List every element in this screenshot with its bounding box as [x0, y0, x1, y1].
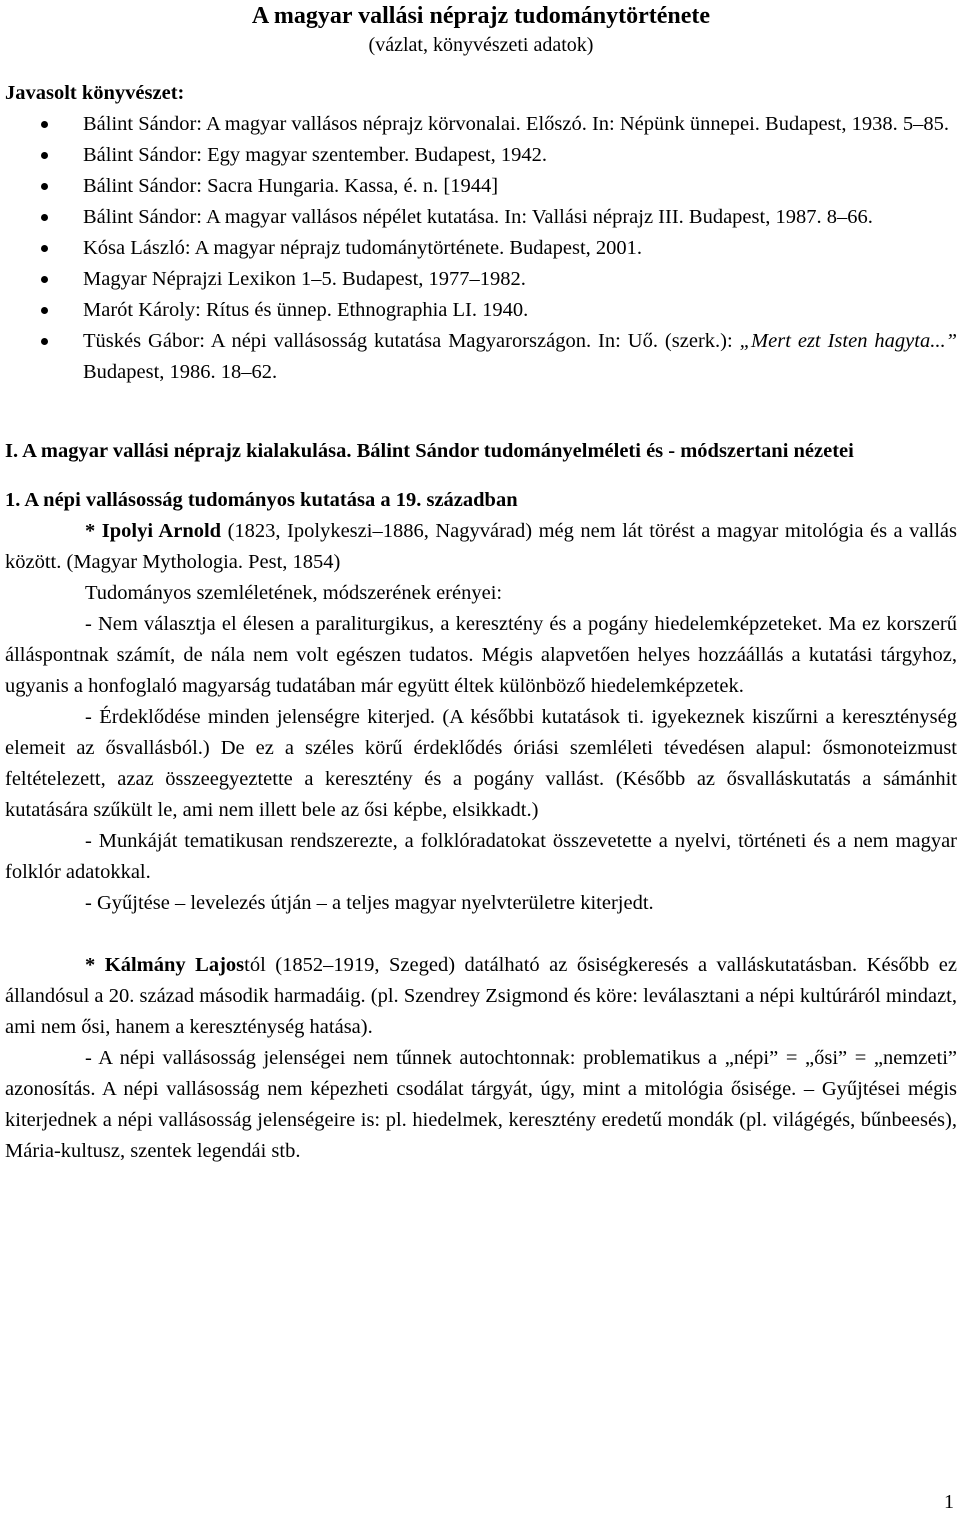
- star-marker: *: [85, 520, 102, 542]
- citation-text: Budapest, 1986. 18–62.: [83, 361, 278, 383]
- citation-title: „Mert ezt Isten hagyta...”: [739, 330, 957, 352]
- paragraph-text: (1823, Ipolykeszi–1886, Nagyvárad) még nem lát törést a magyar mitológia és a vallás között. (Magyar Mythologia. Pest, 1854): [5, 520, 957, 573]
- list-item: Kósa László: A magyar néprajz tudománytörténete. Budapest, 2001.: [5, 233, 957, 264]
- star-marker: *: [85, 954, 105, 976]
- page-title: A magyar vallási néprajz tudománytörténete: [251, 3, 711, 29]
- list-item: Bálint Sándor: Sacra Hungaria. Kassa, é. n. [1944]: [5, 171, 957, 202]
- citation-text: Tüskés Gábor: A népi vallásosság kutatása Magyarországon. In: Uő. (szerk.):: [83, 330, 740, 352]
- page-subtitle: (vázlat, könyvészeti adatok): [368, 34, 594, 56]
- bibliography-heading: Javasolt könyvészet:: [5, 82, 185, 104]
- page-number: 1: [944, 1491, 954, 1513]
- ipolyi-point-4: - Gyűjtése – levelezés útján – a teljes magyar nyelvterületre kiterjedt.: [85, 892, 654, 914]
- list-item: Magyar Néprajzi Lexikon 1–5. Budapest, 1977–1982.: [5, 264, 957, 295]
- name-suffix: tól: [244, 954, 266, 976]
- ipolyi-point-3: - Munkáját tematikusan rendszerezte, a folklóradatokat összevetette a nyelvi, történeti és a nem magyar folklór adatokkal.: [5, 830, 957, 883]
- subsection-heading: 1. A népi vallásosság tudományos kutatása a 19. században: [5, 489, 518, 511]
- person-name: Kálmány Lajos: [104, 954, 245, 976]
- list-item: Bálint Sándor: A magyar vallásos néprajz körvonalai. Előszó. In: Népünk ünnepei. Budapest, 1938. 5–85.: [5, 109, 957, 140]
- section-heading: I. A magyar vallási néprajz kialakulása. Bálint Sándor tudományelméleti és - módszertani nézetei: [5, 440, 854, 462]
- list-item: Bálint Sándor: Egy magyar szentember. Budapest, 1942.: [5, 140, 957, 171]
- ipolyi-point-2: - Érdeklődése minden jelenségre kiterjed. (A későbbi kutatások ti. igyekeznek kiszűrni a kereszténység elemeit az ősvallásból.) De ez a széles körű érdeklődés óriási szemléleti tévedésen alapul: ősmonoteizmust feltételezett, azaz összeegyeztette a keresztény és a pogány vallást. (Később az ősvalláskutatás a sámánhit kutatására szűkült le, ami nem illett bele az ősi képbe, elsikkadt.): [5, 706, 957, 821]
- virtues-heading: Tudományos szemléletének, módszerének erényei:: [85, 582, 503, 604]
- bibliography-list: [5, 109, 957, 388]
- paragraph-text: (1852–1919, Szeged) datálható az ősiségkeresés a valláskutatásban. Később ez állandósul a 20. század második harmadáig. (pl. Szendrey Zsigmond és köre: leválasztani a népi kultúráról mindazt, ami nem ősi, hanem a kereszténység hatása).: [5, 954, 958, 1038]
- kalmany-paragraph: [5, 950, 957, 1043]
- ipolyi-point-1: - Nem választja el élesen a paraliturgikus, a keresztény és a pogány hiedelemképzeteket. Ma ez korszerű álláspontnak számít, de nála nem volt egészen tudatos. Mégis alapvetően helyes hozzáállás a kutatási tárgyhoz, ugyanis a honfoglaló magyarság tudatában már együtt éltek különböző hiedelemképzetek.: [5, 613, 957, 697]
- ipolyi-paragraph: [5, 516, 957, 578]
- kalmany-point-1: - A népi vallásosság jelenségei nem tűnnek autochtonnak: problematikus a „népi” = „ősi” = „nemzeti” azonosítás. A népi vallásosság nem képezheti csodálat tárgyát, úgy, mint a mitológia ősisége. – Gyűjtései mégis kiterjednek a népi vallásosság jelenségeire is: pl. hiedelmek, keresztény eredetű mondák (pl. világégés, bűnbeesés), Mária-kultusz, szentek legendái stb.: [5, 1047, 957, 1162]
- list-item: Marót Károly: Rítus és ünnep. Ethnographia LI. 1940.: [5, 295, 957, 326]
- list-item: Bálint Sándor: A magyar vallásos népélet kutatása. In: Vallási néprajz III. Budapest, 1987. 8–66.: [5, 202, 957, 233]
- person-name: Ipolyi Arnold: [101, 520, 222, 542]
- document-page: [5, 0, 957, 1167]
- list-item: [5, 326, 957, 388]
